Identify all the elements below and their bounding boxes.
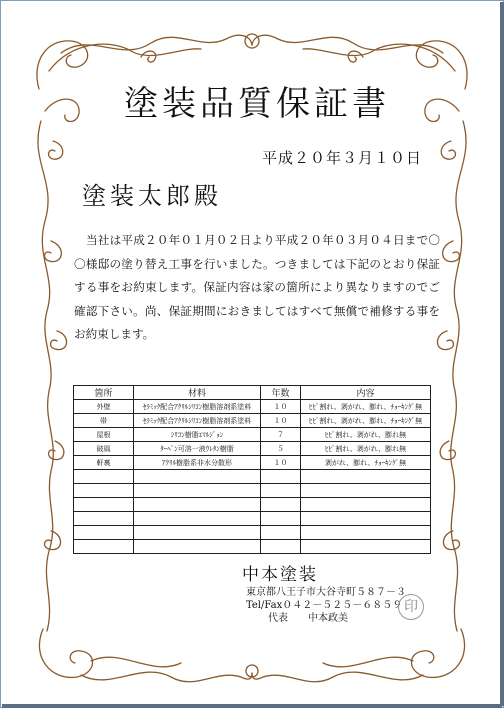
header-years: 年数 xyxy=(261,386,301,400)
cell-years: １０ xyxy=(261,400,301,414)
cell-years xyxy=(261,540,301,554)
company-contact xyxy=(246,586,406,625)
cell-material: ｼﾘｺﾝ樹脂ｴﾏﾙｼﾞｮﾝ xyxy=(134,428,261,442)
cell-material xyxy=(134,484,261,498)
cell-location: 屋根 xyxy=(74,428,134,442)
table-row xyxy=(74,484,431,498)
cell-location: 帯 xyxy=(74,414,134,428)
cell-location: 軒裏 xyxy=(74,456,134,470)
cell-content: ﾋﾋﾞ割れ、剥がれ、膨れ、ﾁｮｰｷﾝｸﾞ無 xyxy=(301,414,431,428)
document-title: 塗装品質保証書 xyxy=(124,84,390,124)
table-row xyxy=(74,540,431,554)
table-row xyxy=(74,442,431,456)
cell-location: 破風 xyxy=(74,442,134,456)
cell-years xyxy=(261,470,301,484)
company-seal-stamp: 印 xyxy=(398,594,424,620)
cell-location xyxy=(74,512,134,526)
cell-material: ﾀｰﾍﾟﾝ可溶一液ｳﾚﾀﾝ樹脂 xyxy=(134,442,261,456)
table-row xyxy=(74,414,431,428)
cell-content xyxy=(301,470,431,484)
cell-location xyxy=(74,526,134,540)
warranty-table xyxy=(73,385,431,554)
cell-material xyxy=(134,526,261,540)
cell-material xyxy=(134,498,261,512)
cell-content: ﾋﾋﾞ割れ、剥がれ、膨れ、ﾁｮｰｷﾝｸﾞ無 xyxy=(301,400,431,414)
recipient-name: 塗装太郎殿 xyxy=(82,182,222,210)
cell-content xyxy=(301,484,431,498)
cell-content xyxy=(301,540,431,554)
cell-content xyxy=(301,498,431,512)
cell-location xyxy=(74,498,134,512)
company-name: 中本塗装 xyxy=(242,565,318,585)
cell-content: 剥がれ、膨れ、ﾁｮｰｷﾝｸﾞ無 xyxy=(301,456,431,470)
cell-material xyxy=(134,470,261,484)
company-representative: 代表 中本政美 xyxy=(268,613,348,624)
page-shadow-right xyxy=(500,2,504,706)
cell-location xyxy=(74,484,134,498)
cell-material: ｾﾗﾐｯｸ配合ｱｸﾘﾙｼﾘｺﾝ樹脂溶剤系塗料 xyxy=(134,400,261,414)
header-location: 箇所 xyxy=(74,386,134,400)
header-content: 内容 xyxy=(301,386,431,400)
cell-location: 外壁 xyxy=(74,400,134,414)
cell-material: ｱｸﾘﾙ樹脂系非水分散形 xyxy=(134,456,261,470)
cell-content: ﾋﾋﾞ割れ、剥がれ、膨れ無 xyxy=(301,442,431,456)
cell-material: ｾﾗﾐｯｸ配合ｱｸﾘﾙｼﾘｺﾝ樹脂溶剤系塗料 xyxy=(134,414,261,428)
header-material: 材料 xyxy=(134,386,261,400)
cell-location xyxy=(74,540,134,554)
table-row xyxy=(74,498,431,512)
table-row xyxy=(74,428,431,442)
cell-years: ７ xyxy=(261,428,301,442)
table-row xyxy=(74,400,431,414)
company-address: 東京都八王子市大谷寺町５８７－３ xyxy=(246,587,406,598)
cell-content: ﾋﾋﾞ割れ、剥がれ、膨れ無 xyxy=(301,428,431,442)
issue-date: 平成２０年３月１０日 xyxy=(262,149,423,167)
cell-material xyxy=(134,512,261,526)
cell-years xyxy=(261,526,301,540)
guarantee-body-text: 当社は平成２０年０１月０２日より平成２０年０３月０４日まで〇〇様邸の塗り替え工事を行いました。つきましては下記のとおり保証する事をお約束します。保証内容は家の箇所により異なりますのでご確認下さい。尚、保証期間におきましてはすべて無償で補修する事をお約束します。 xyxy=(74,233,440,341)
table-row xyxy=(74,456,431,470)
cell-years xyxy=(261,512,301,526)
table-body xyxy=(74,400,431,554)
cell-content xyxy=(301,526,431,540)
cell-years xyxy=(261,484,301,498)
cell-content xyxy=(301,512,431,526)
company-telfax: Tel/Fax０４２－５２５－６８５９ xyxy=(246,600,403,611)
table-row xyxy=(74,512,431,526)
page-shadow-bottom xyxy=(2,704,502,708)
cell-years: １０ xyxy=(261,414,301,428)
table-header-row xyxy=(74,386,431,400)
cell-material xyxy=(134,540,261,554)
cell-location xyxy=(74,470,134,484)
cell-years: １０ xyxy=(261,456,301,470)
cell-years xyxy=(261,498,301,512)
cell-years: ５ xyxy=(261,442,301,456)
table-row xyxy=(74,526,431,540)
table-row xyxy=(74,470,431,484)
